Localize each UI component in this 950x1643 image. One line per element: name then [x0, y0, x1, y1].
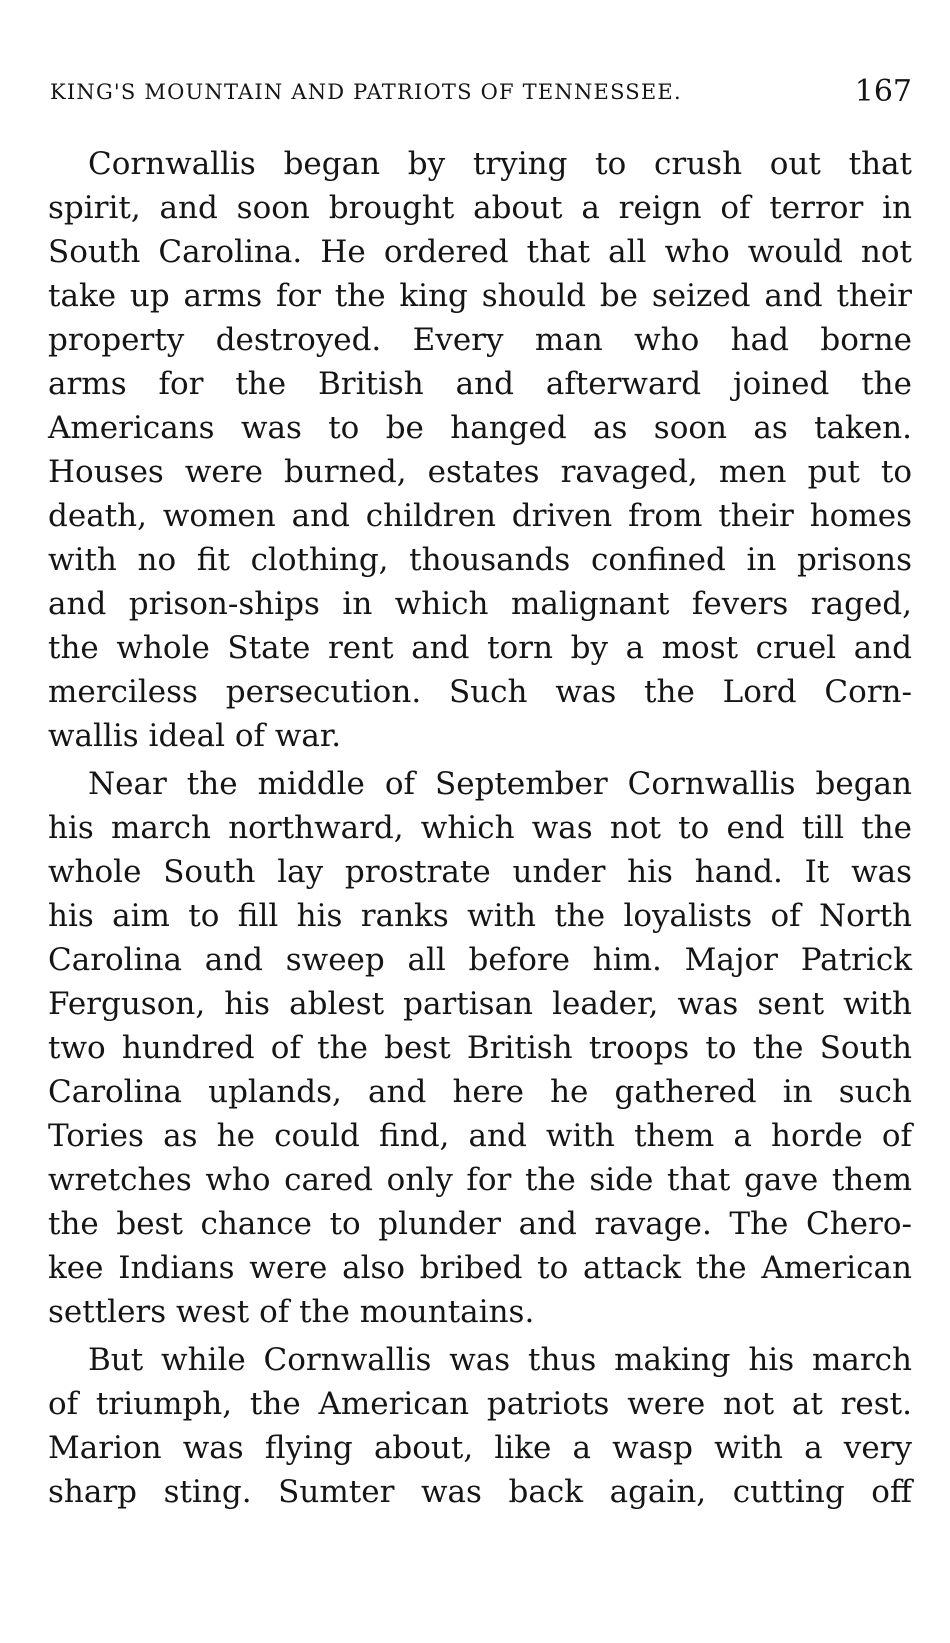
text-line: his aim to fill his ranks with the loyalists of North [48, 898, 912, 934]
text-line: whole South lay prostrate under his hand. It was [48, 854, 912, 890]
text-line: sharp sting. Sumter was back again, cutting off [48, 1474, 912, 1510]
text-line: wretches who cared only for the side that gave them [48, 1162, 912, 1198]
text-line: Ferguson, his ablest partisan leader, was sent with [48, 986, 912, 1022]
text-line: South Carolina. He ordered that all who would not [48, 234, 912, 270]
text-line: take up arms for the king should be seized and their [48, 278, 912, 314]
text-line: death, women and children driven from their homes [48, 498, 912, 534]
text-line: with no fit clothing, thousands confined in prisons [48, 542, 912, 578]
text-line: the whole State rent and torn by a most cruel and [48, 630, 912, 666]
text-line: of triumph, the American patriots were not at rest. [48, 1386, 912, 1422]
paragraph-2 [48, 762, 912, 1334]
text-line: property destroyed. Every man who had borne [48, 322, 912, 358]
text-line: Carolina uplands, and here he gathered in such [48, 1074, 912, 1110]
text-line: Marion was flying about, like a wasp with a very [48, 1430, 912, 1466]
text-line: Cornwallis began by trying to crush out that [88, 146, 912, 182]
text-line: wallis ideal of war. [48, 718, 342, 754]
text-line: Houses were burned, estates ravaged, men put to [48, 454, 912, 490]
text-line: Near the middle of September Cornwallis began [88, 766, 912, 802]
text-line: the best chance to plunder and ravage. The Chero- [48, 1206, 912, 1242]
text-line: settlers west of the mountains. [48, 1294, 535, 1330]
text-line: merciless persecution. Such was the Lord Corn- [48, 674, 912, 710]
text-line: Tories as he could find, and with them a horde of [48, 1118, 912, 1154]
running-title: KING'S MOUNTAIN AND PATRIOTS OF TENNESSEE. [50, 80, 682, 104]
paragraph-1 [48, 142, 912, 758]
text-line: But while Cornwallis was thus making his march [88, 1342, 912, 1378]
body-text [48, 142, 912, 1514]
text-line: his march northward, which was not to end till the [48, 810, 912, 846]
text-line: and prison-ships in which malignant fevers raged, [48, 586, 912, 622]
page-number: 167 [854, 74, 912, 109]
text-line: arms for the British and afterward joined the [48, 366, 912, 402]
text-line: kee Indians were also bribed to attack the American [48, 1250, 912, 1286]
text-line: Carolina and sweep all before him. Major Patrick [48, 942, 912, 978]
paragraph-3 [48, 1338, 912, 1514]
text-line: Americans was to be hanged as soon as taken. [48, 410, 912, 446]
text-line: two hundred of the best British troops to the South [48, 1030, 912, 1066]
text-line: spirit, and soon brought about a reign of terror in [48, 190, 912, 226]
running-head [50, 74, 912, 114]
